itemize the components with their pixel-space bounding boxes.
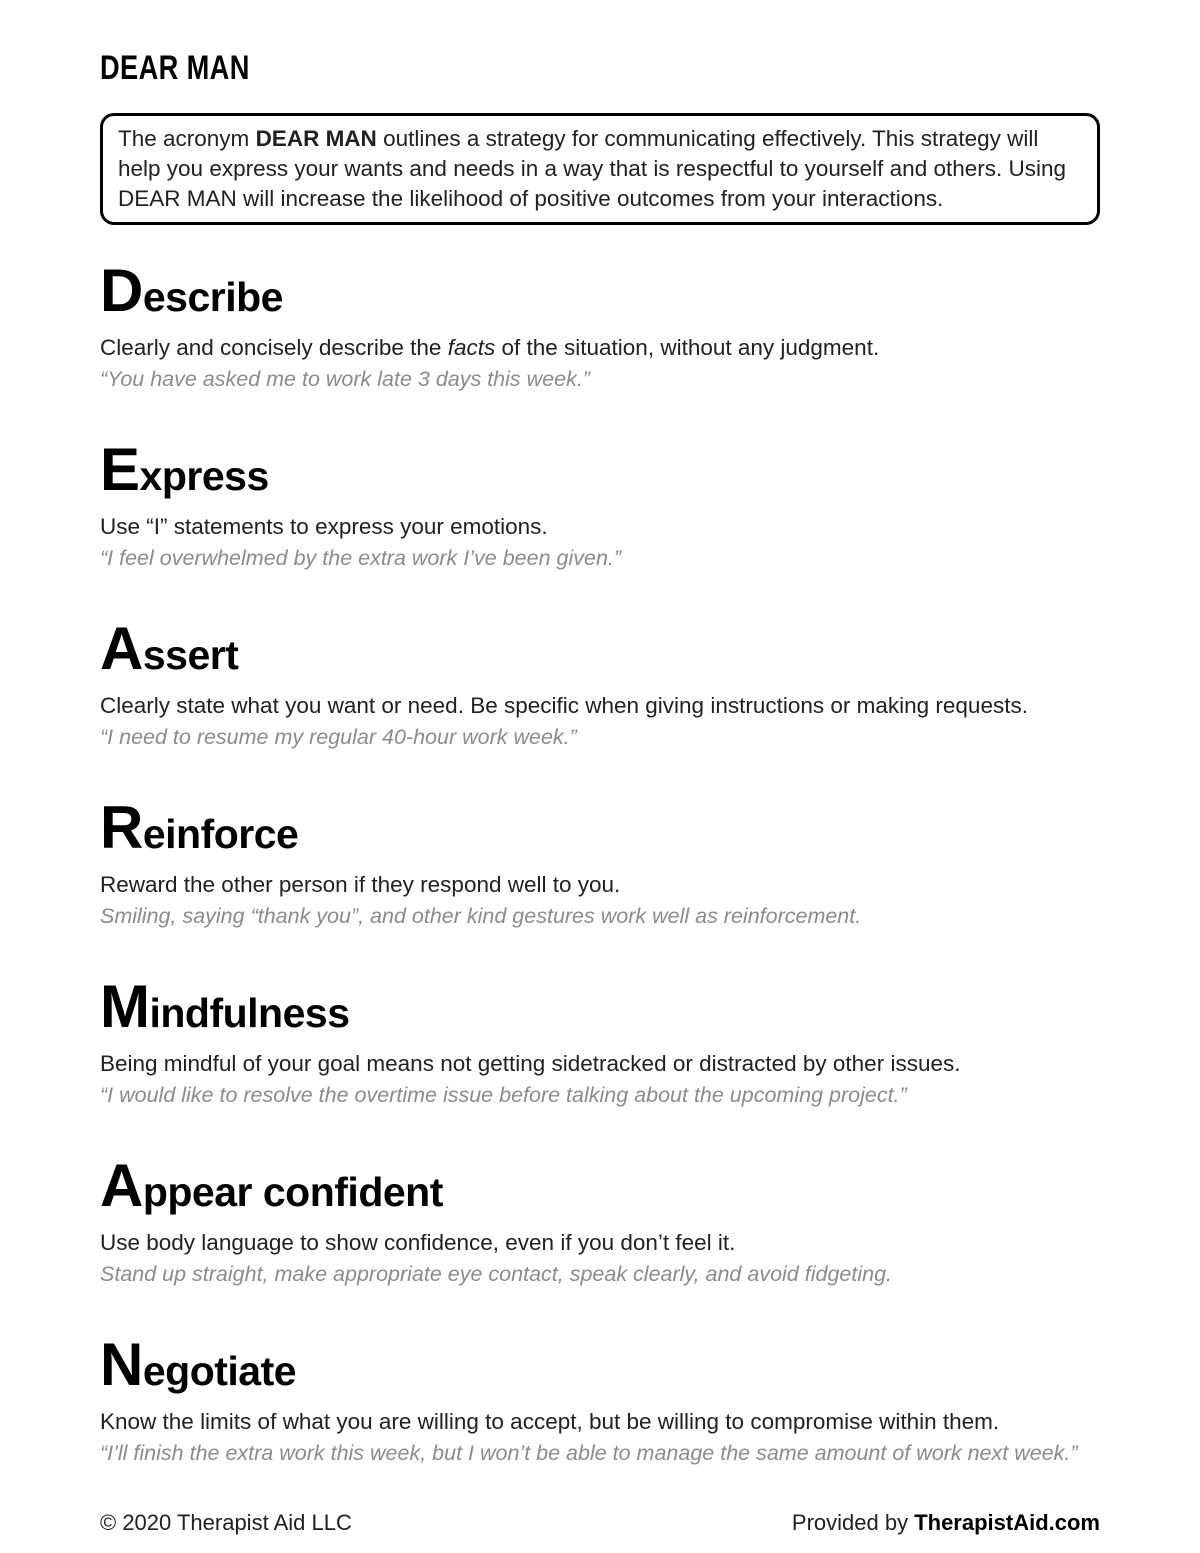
section-heading <box>100 436 1100 506</box>
description-segment: Use body language to show confidence, even if you don’t feel it. <box>100 1230 736 1255</box>
section-heading-rest: escribe <box>142 274 283 320</box>
section-express <box>100 436 1100 571</box>
description-segment: Clearly state what you want or need. Be specific when giving instructions or making requests. <box>100 693 1028 718</box>
copyright-text: © 2020 Therapist Aid LLC <box>100 1510 352 1535</box>
description-segment: Use “I” statements to express your emotions. <box>100 514 548 539</box>
section-heading <box>100 1331 1100 1401</box>
section-example: Stand up straight, make appropriate eye contact, speak clearly, and avoid fidgeting. <box>100 1262 892 1286</box>
section-example: Smiling, saying “thank you”, and other kind gestures work well as reinforcement. <box>100 904 862 928</box>
section-description <box>100 872 1100 898</box>
section-example: “You have asked me to work late 3 days this week.” <box>100 367 590 391</box>
section-description <box>100 335 1100 361</box>
section-appear-confident <box>100 1152 1100 1287</box>
section-example: “I’ll finish the extra work this week, but I won’t be able to manage the same amount of work next week.” <box>100 1441 1078 1465</box>
description-segment: Being mindful of your goal means not getting sidetracked or distracted by other issues. <box>100 1051 961 1076</box>
section-heading <box>100 794 1100 864</box>
section-description <box>100 1409 1100 1435</box>
section-description <box>100 514 1100 540</box>
section-negotiate <box>100 1331 1100 1466</box>
intro-text <box>118 124 1082 214</box>
description-segment: of the situation, without any judgment. <box>495 335 880 360</box>
intro-segment: outlines a strategy for communicating effectively. This strategy will help you express your wants and needs in a way that is respectful to yourself and others. Using DEAR MAN will increase the likelihood of positive outcomes from your interactions. <box>118 126 1067 211</box>
section-mindfulness <box>100 973 1100 1108</box>
section-initial-letter: N <box>100 1331 143 1398</box>
section-heading-rest: xpress <box>139 453 269 499</box>
section-heading-rest: egotiate <box>142 1348 297 1394</box>
description-segment: facts <box>447 335 496 360</box>
section-heading <box>100 1152 1100 1222</box>
description-segment: Know the limits of what you are willing to accept, but be willing to compromise within them. <box>100 1409 1000 1434</box>
therapistaid-link[interactable]: TherapistAid.com <box>914 1510 1100 1535</box>
section-example: “I need to resume my regular 40-hour work week.” <box>100 725 577 749</box>
section-heading-rest: ssert <box>142 632 239 678</box>
section-heading-rest: indfulness <box>149 990 350 1036</box>
section-initial-letter: A <box>100 615 143 682</box>
section-initial-letter: A <box>100 1152 143 1219</box>
section-assert <box>100 615 1100 750</box>
section-reinforce <box>100 794 1100 929</box>
intro-box <box>100 113 1100 225</box>
section-heading <box>100 973 1100 1043</box>
section-example: “I would like to resolve the overtime issue before talking about the upcoming project.” <box>100 1083 907 1107</box>
section-initial-letter: D <box>100 257 143 324</box>
provided-by-label: Provided by <box>791 1510 915 1535</box>
intro-segment: The acronym <box>118 126 256 151</box>
section-describe <box>100 257 1100 392</box>
section-description <box>100 1230 1100 1256</box>
provided-by <box>792 1511 1100 1535</box>
section-initial-letter: R <box>100 794 143 861</box>
intro-bold-segment: DEAR MAN <box>255 126 377 151</box>
description-segment: Reward the other person if they respond well to you. <box>100 872 621 897</box>
section-heading <box>100 615 1100 685</box>
section-heading-rest: ppear confident <box>142 1169 443 1215</box>
section-description <box>100 1051 1100 1077</box>
footer <box>100 1511 1100 1535</box>
section-heading <box>100 257 1100 327</box>
section-heading-rest: einforce <box>142 811 299 857</box>
page-title: DEAR MAN <box>100 49 250 87</box>
description-segment: Clearly and concisely describe the <box>100 335 448 360</box>
section-example: “I feel overwhelmed by the extra work I’ve been given.” <box>100 546 622 570</box>
section-description <box>100 693 1100 719</box>
sections <box>100 257 1100 1466</box>
section-initial-letter: E <box>100 436 140 503</box>
section-initial-letter: M <box>100 973 150 1040</box>
